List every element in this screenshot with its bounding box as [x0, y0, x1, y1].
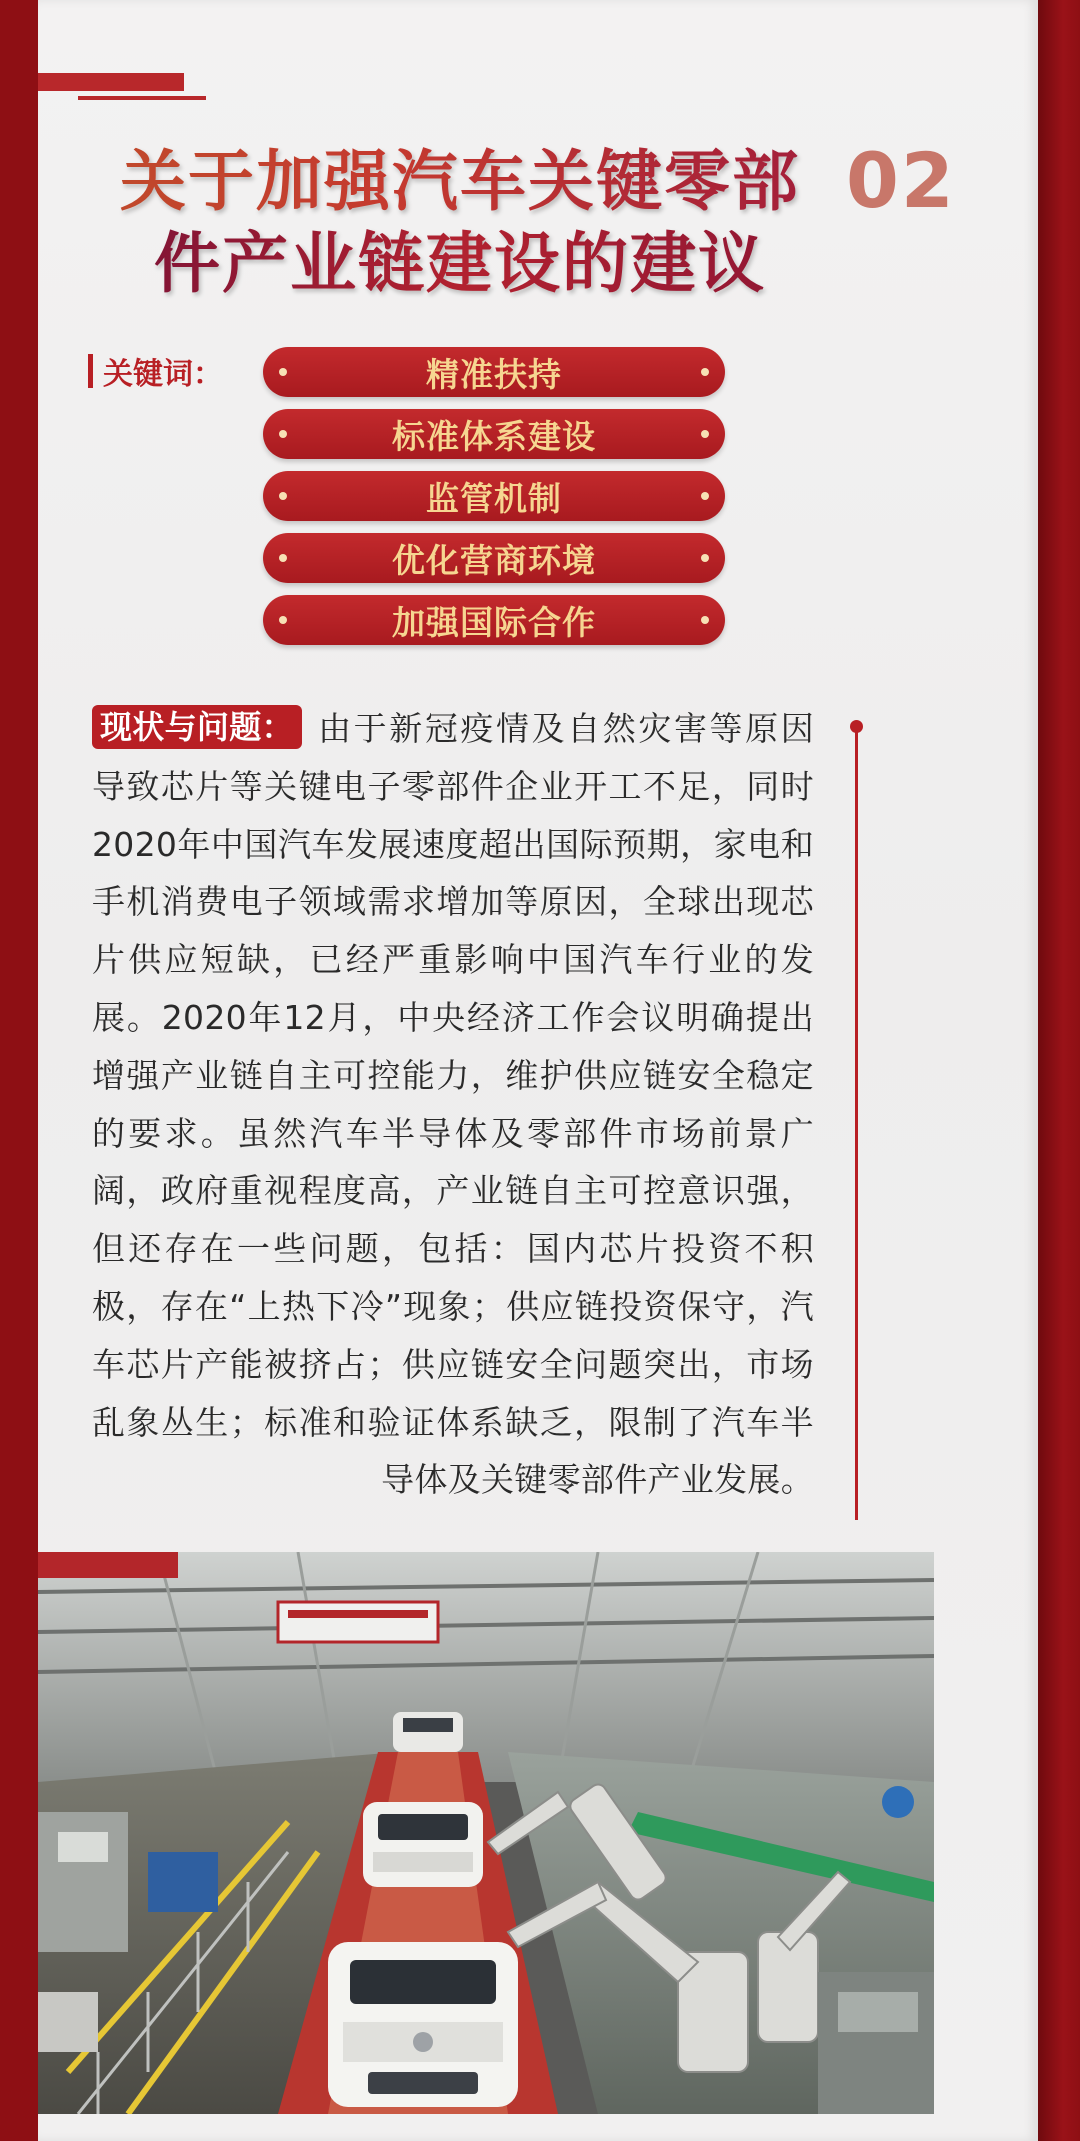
keywords-label	[88, 350, 223, 392]
title-line-1: 关于加强汽车关键零部	[90, 140, 830, 222]
status-text: 由于新冠疫情及自然灾害等原因导致芯片等关键电子零部件企业开工不足，同时2020年中国汽车发展速度超出国际预期，家电和手机消费电子领域需求增加等原因，全球出现芯片供应短缺，已经严重影响中国汽车行业的发展。2020年12月，中央经济工作会议明确提出增强产业链自主可控能力，维护供应链安全稳定的要求。虽然汽车半导体及零部件市场前景广阔，政府重视程度高，产业链自主可控意识强，但还存在一些问题，包括：国内芯片投资不积极，存在“上热下冷”现象；供应链投资保守，汽车芯片产能被挤占；供应链安全问题突出，市场乱象丛生；标准和验证体系缺乏，限制了汽车半导体及关键零部件产业发展。	[92, 709, 814, 1500]
pill-dot-icon	[279, 554, 287, 562]
pill-dot-icon	[701, 430, 709, 438]
keyword-pill	[263, 409, 725, 459]
page-title	[90, 140, 830, 304]
pill-dot-icon	[701, 368, 709, 376]
pill-dot-icon	[279, 492, 287, 500]
keyword-text: 监管机制	[426, 478, 562, 518]
vertical-divider	[855, 722, 858, 1520]
keyword-text: 加强国际合作	[392, 602, 596, 642]
label-accent-bar	[88, 354, 93, 388]
pill-dot-icon	[701, 492, 709, 500]
keyword-pill	[263, 595, 725, 645]
keyword-pill	[263, 347, 725, 397]
keyword-text: 精准扶持	[426, 354, 562, 394]
decorative-bar	[38, 73, 184, 91]
status-paragraph	[92, 700, 814, 1509]
factory-photo	[38, 1552, 934, 2114]
section-number: 02	[846, 136, 956, 225]
factory-assembly-line-image	[38, 1552, 934, 2114]
decorative-line	[78, 96, 206, 100]
status-badge: 现状与问题：	[92, 705, 302, 749]
keywords-label-text: 关键词：	[103, 357, 223, 392]
keyword-pill	[263, 471, 725, 521]
pill-dot-icon	[279, 616, 287, 624]
divider-dot-icon	[850, 720, 863, 733]
keyword-pill	[263, 533, 725, 583]
keyword-text: 标准体系建设	[392, 416, 596, 456]
pill-dot-icon	[279, 430, 287, 438]
page-right-border	[1038, 0, 1080, 2141]
pill-dot-icon	[701, 554, 709, 562]
keyword-list	[263, 347, 725, 657]
keyword-text: 优化营商环境	[392, 540, 596, 580]
pill-dot-icon	[701, 616, 709, 624]
title-line-2: 件产业链建设的建议	[90, 222, 830, 304]
pill-dot-icon	[279, 368, 287, 376]
